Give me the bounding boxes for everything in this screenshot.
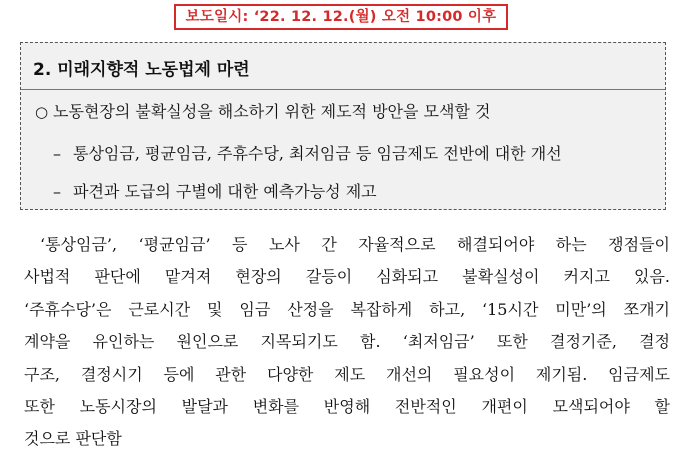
embargo-notice: 보도일시: ‘22. 12. 12.(월) 오전 10:00 이후	[174, 4, 508, 30]
body-line: 사법적 판단에 맡겨져 현장의 갈등이 심화되고 불확실성이 커지고 있음.	[24, 267, 670, 287]
title-divider	[21, 89, 665, 90]
dash-icon: –	[53, 144, 61, 163]
body-line: 구조, 결정시기 등에 관한 다양한 제도 개선의 필요성이 제기됨. 임금제도	[24, 364, 670, 384]
bullet-circle-icon: ○	[35, 103, 49, 121]
summary-sub-item-text: 통상임금, 평균임금, 주휴수당, 최저임금 등 임금제도 전반에 대한 개선	[73, 144, 562, 163]
summary-bullet-text: 노동현장의 불확실성을 해소하기 위한 제도적 방안을 모색할 것	[53, 102, 491, 121]
body-line: 또한 노동시장의 발달과 변화를 반영해 전반적인 개편이 모색되어야 할	[24, 397, 670, 417]
dash-icon: –	[53, 182, 61, 201]
summary-bullet	[35, 99, 490, 122]
body-line: 계약을 유인하는 원인으로 지목되기도 함. ‘최저임금’ 또한 결정기준, 결정	[24, 332, 670, 352]
body-line: ‘통상임금’, ‘평균임금’ 등 노사 간 자율적으로 해결되어야 하는 쟁점들이	[40, 235, 670, 254]
body-paragraph	[24, 229, 670, 456]
summary-box	[20, 42, 666, 210]
section-title: 2. 미래지향적 노동법제 마련	[33, 60, 250, 80]
summary-sub-item	[53, 141, 562, 164]
summary-sub-item	[53, 179, 377, 202]
summary-sub-item-text: 파견과 도급의 구별에 대한 예측가능성 제고	[73, 182, 377, 201]
body-line: ‘주휴수당’은 근로시간 및 임금 산정을 복잡하게 하고, ‘15시간 미만’의 쪼개기	[24, 299, 670, 319]
body-line: 것으로 판단함	[24, 429, 122, 449]
